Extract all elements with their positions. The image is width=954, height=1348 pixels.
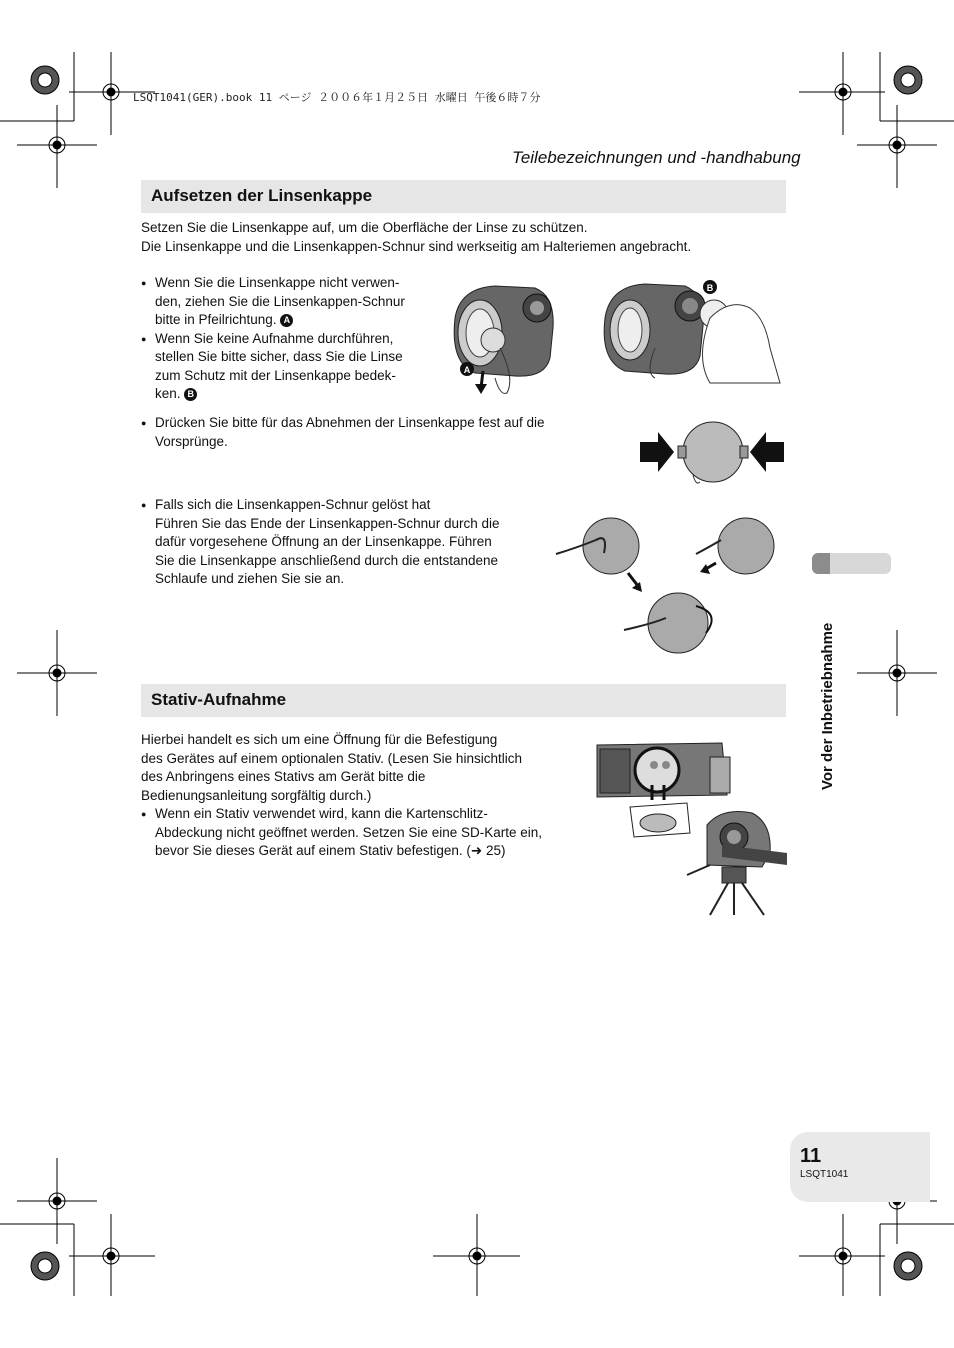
bullet-line: ● Wenn Sie keine Aufnahme durchführen,	[155, 330, 394, 346]
bullet-reattach-cord	[141, 496, 541, 589]
intro-line: Die Linsenkappe und die Linsenkappen-Schnur sind werkseitig am Halteriemen angebracht.	[141, 238, 692, 254]
print-header: LSQT1041(GER).book 11 ページ ２００６年１月２５日 水曜日 午後６時７分	[133, 91, 541, 104]
bullet-line: ● Wenn Sie die Linsenkappe nicht verwen-	[155, 275, 400, 290]
tripod-illustration	[592, 735, 787, 915]
tripod-text	[141, 731, 586, 861]
bullet-line: ken. B	[155, 385, 436, 404]
page-number: 11	[800, 1145, 822, 1167]
label-a: A	[463, 365, 471, 375]
bullet-line: Schlaufe und ziehen Sie sie an.	[155, 571, 345, 586]
bullet-pull-cord	[141, 274, 436, 404]
camera-cap-off-illustration	[445, 278, 565, 398]
label-b: B	[706, 283, 714, 293]
chapter-title: Teilebezeichnungen und -handhabung	[512, 148, 801, 167]
lens-cap-intro	[141, 219, 786, 256]
bullet-line: den, ziehen Sie die Linsenkappen-Schnur	[155, 293, 405, 309]
cord-reattach-illustration	[556, 518, 786, 658]
tripod-intro-line: Hierbei handelt es sich um eine Öffnung für die Befestigung	[141, 732, 498, 747]
bullet-line: zum Schutz mit der Linsenkappe bedek-	[155, 367, 396, 383]
tripod-intro-line: des Anbringens eines Stativs am Gerät bitte die	[141, 769, 426, 784]
bullet-line: Abdeckung nicht geöffnet werden. Setzen Sie eine SD-Karte ein,	[155, 824, 542, 840]
label-a-badge: A	[280, 314, 293, 327]
bullet-line: ● Drücken Sie bitte für das Abnehmen der Linsenkappe fest auf die	[155, 415, 545, 430]
bullet-line: ● Falls sich die Linsenkappen-Schnur gelöst hat	[155, 497, 431, 512]
side-tab-label: Vor der Inbetriebnahme	[819, 622, 836, 790]
side-tab-marker	[812, 553, 830, 574]
bullet-line: dafür vorgesehene Öffnung an der Linsenkappe. Führen	[155, 534, 492, 549]
tripod-intro-line: des Gerätes auf einem optionalen Stativ. (Lesen Sie hinsichtlich	[141, 750, 522, 766]
section-title-tripod: Stativ-Aufnahme	[151, 690, 287, 709]
bullet-line: stellen Sie bitte sicher, dass Sie die Linse	[155, 349, 403, 364]
press-cap-illustration	[638, 420, 788, 490]
intro-line: Setzen Sie die Linsenkappe auf, um die Oberfläche der Linse zu schützen.	[141, 220, 588, 235]
tripod-intro-line: Bedienungsanleitung sorgfältig durch.)	[141, 787, 372, 803]
bullet-line: Vorsprünge.	[155, 433, 228, 449]
camera-cap-on-illustration	[600, 278, 785, 388]
bullet-line: bevor Sie dieses Gerät auf einem Stativ befestigen. (➜ 25)	[155, 843, 506, 858]
bullet-remove-cap	[141, 414, 601, 451]
bullet-line: Führen Sie das Ende der Linsenkappen-Schnur durch die	[155, 515, 500, 531]
bullet-line: bitte in Pfeilrichtung. A	[155, 311, 436, 330]
label-b-badge: B	[184, 388, 197, 401]
bullet-line: ● Wenn ein Stativ verwendet wird, kann die Kartenschlitz-	[155, 806, 488, 821]
bullet-line: Sie die Linsenkappe anschließend durch die entstandene	[155, 552, 498, 568]
page-code: LSQT1041	[800, 1169, 849, 1180]
section-title-lens-cap: Aufsetzen der Linsenkappe	[151, 186, 373, 205]
